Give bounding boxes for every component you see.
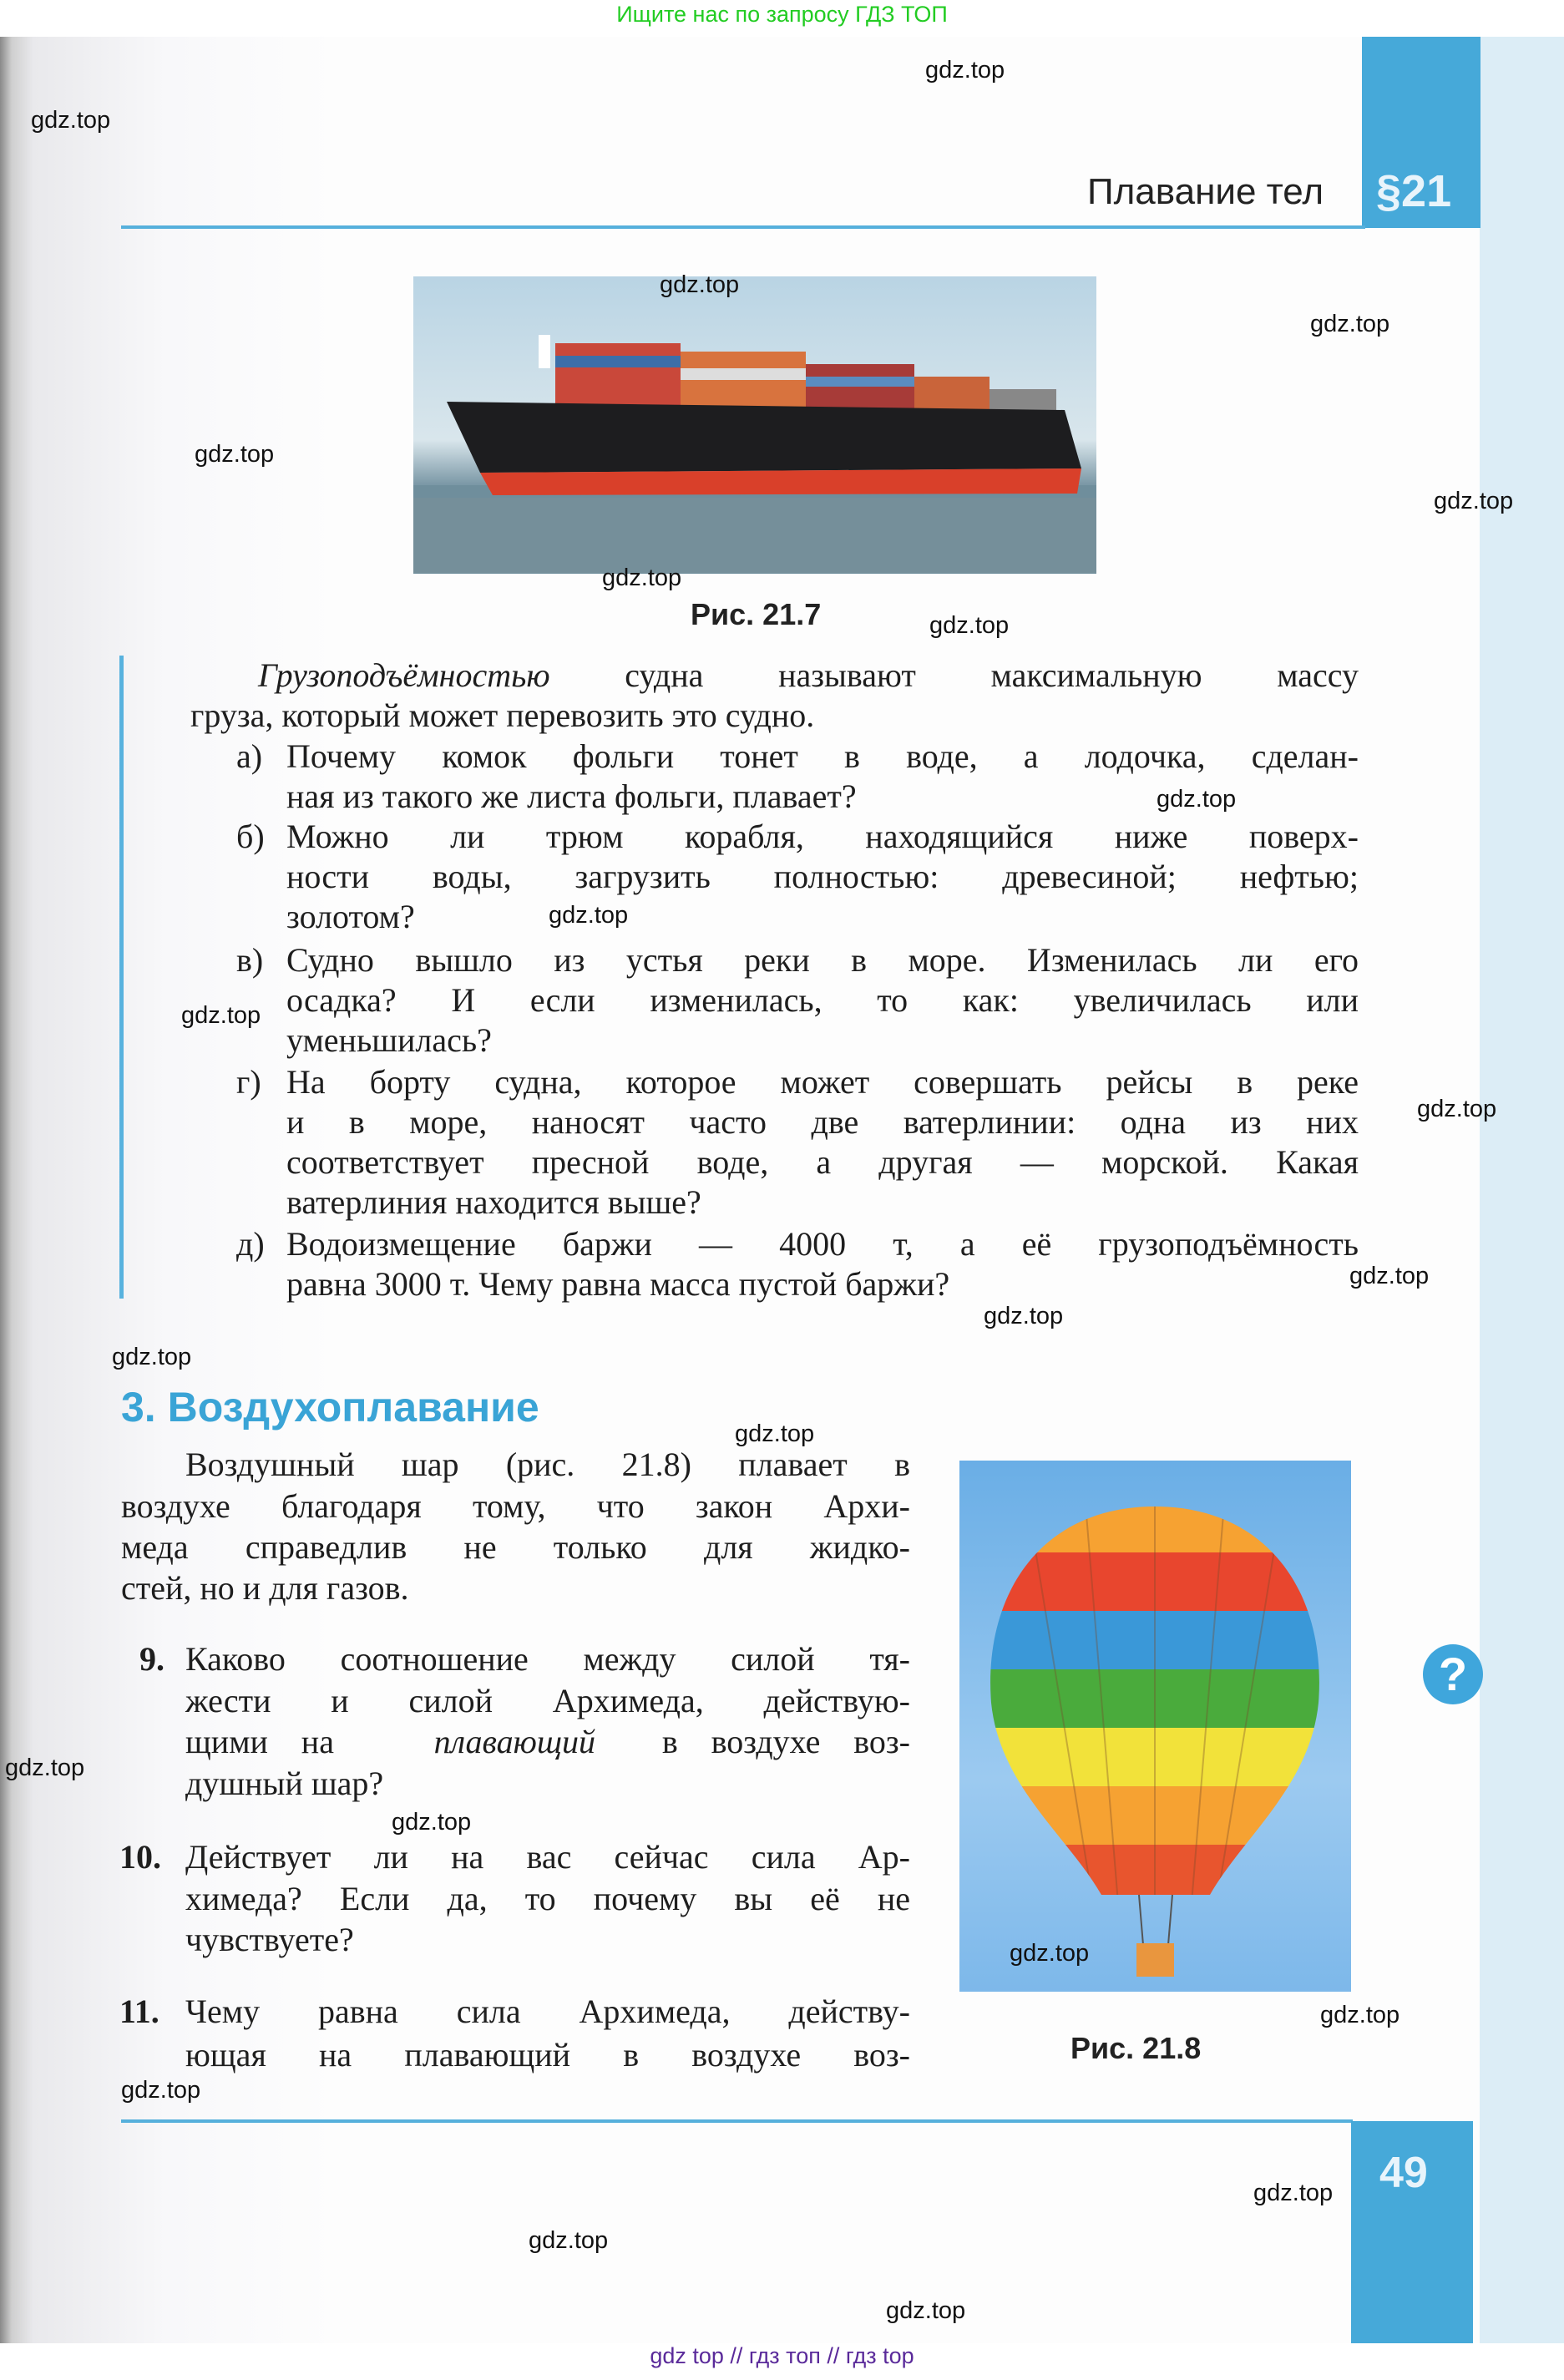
watermark: gdz.top — [31, 107, 111, 134]
watermark: gdz.top — [1310, 311, 1390, 337]
item-line: золотом? — [286, 898, 415, 935]
page-edge-strip — [1480, 37, 1564, 2343]
para-line: Воздушный шар (рис. 21.8) плавает в — [185, 1446, 910, 1483]
ship-caption: Рис. 21.7 — [691, 597, 822, 631]
question-number: 10. — [119, 1838, 161, 1876]
question-number: 11. — [119, 1993, 159, 2030]
item-label: д) — [236, 1225, 265, 1263]
watermark: gdz.top — [925, 57, 1005, 84]
question-line: химеда? Если да, то почему вы её не — [185, 1880, 910, 1917]
item-label: г) — [236, 1063, 261, 1101]
watermark: gdz.top — [929, 612, 1010, 639]
item-line: ная из такого же листа фольги, плавает? — [286, 777, 857, 815]
question-line: Чему равна сила Архимеда, действу- — [185, 1993, 910, 2030]
section-heading: 3. Воздухоплавание — [121, 1384, 539, 1431]
item-line: ватерлиния находится выше? — [286, 1183, 701, 1221]
para-line: воздухе благодаря тому, что закон Архи- — [121, 1487, 910, 1525]
infobox-intro-line — [258, 656, 1359, 696]
bottom-banner: gdz top // гдз топ // гдз top — [650, 2343, 914, 2368]
question-line: чувствуете? — [185, 1921, 354, 1958]
infobox-border — [119, 656, 124, 1299]
balloon-caption: Рис. 21.8 — [1071, 2031, 1202, 2065]
term: Грузоподъёмностью — [258, 656, 550, 694]
question-line: ющая на плавающий в воздухе воз- — [185, 2036, 910, 2074]
para-line: меда справедлив не только для жидко- — [121, 1528, 910, 1566]
ship-image — [413, 276, 1096, 574]
item-line: равна 3000 т. Чему равна масса пустой баржи? — [286, 1265, 950, 1303]
intro-text: судна называют максимальную массу — [549, 656, 1359, 694]
item-line: Водоизмещение баржи — 4000 т, а её грузоподъёмность — [286, 1225, 1359, 1263]
watermark: gdz.top — [1010, 1940, 1090, 1967]
para-line: стей, но и для газов. — [121, 1569, 409, 1607]
question-line: душный шар? — [185, 1765, 384, 1802]
item-label: а) — [236, 737, 263, 775]
item-line: ности воды, загрузить полностью: древесиной; нефтью; — [286, 858, 1359, 895]
item-line: Почему комок фольги тонет в воде, а лодочка, сделан- — [286, 737, 1359, 775]
watermark: gdz.top — [1157, 786, 1237, 813]
header-rule — [121, 225, 1365, 229]
question-number: 9. — [139, 1640, 164, 1678]
item-line: Можно ли трюм корабля, находящийся ниже поверх- — [286, 818, 1359, 855]
q-text: в воздухе воз- — [661, 1723, 910, 1760]
watermark: gdz.top — [602, 565, 682, 591]
footer-rule — [121, 2119, 1353, 2123]
item-label: б) — [236, 818, 265, 855]
infobox-intro-line: груза, который может перевозить это судно. — [190, 696, 815, 734]
item-line: соответствует пресной воде, а другая — морской. Какая — [286, 1143, 1359, 1181]
chapter-title: Плавание тел — [1086, 171, 1324, 212]
watermark: gdz.top — [660, 271, 740, 298]
watermark: gdz.top — [392, 1809, 472, 1836]
watermark: gdz.top — [195, 441, 275, 468]
question-mark-icon: ? — [1423, 1644, 1483, 1704]
watermark: gdz.top — [1434, 488, 1514, 514]
question-line: Каково соотношение между силой тя- — [185, 1640, 910, 1678]
watermark: gdz.top — [1320, 2002, 1400, 2028]
item-line: осадка? И если изменилась, то как: увеличилась или — [286, 981, 1359, 1019]
item-label: в) — [236, 941, 264, 979]
q-text: щими на — [185, 1723, 367, 1760]
watermark: gdz.top — [1417, 1096, 1497, 1122]
question-line — [185, 1722, 910, 1762]
item-line: и в море, наносят часто две ватерлинии: одна из них — [286, 1103, 1359, 1141]
section-number: §21 — [1376, 166, 1452, 216]
item-line: Судно вышло из устья реки в море. Изменилась ли его — [286, 941, 1359, 979]
watermark: gdz.top — [984, 1303, 1064, 1329]
watermark: gdz.top — [181, 1002, 261, 1029]
top-banner: Ищите нас по запросу ГДЗ ТОП — [616, 2, 948, 27]
watermark: gdz.top — [121, 2077, 201, 2104]
watermark: gdz.top — [886, 2297, 966, 2324]
watermark: gdz.top — [1253, 2180, 1334, 2206]
question-line: Действует ли на вас сейчас сила Ар- — [185, 1838, 910, 1876]
item-line: На борту судна, которое может совершать рейсы в реке — [286, 1063, 1359, 1101]
watermark: gdz.top — [5, 1755, 85, 1781]
watermark: gdz.top — [549, 902, 629, 929]
watermark: gdz.top — [1349, 1263, 1430, 1289]
balloon-image — [959, 1461, 1351, 1992]
watermark: gdz.top — [529, 2227, 609, 2254]
q-italic: плавающий — [433, 1723, 596, 1760]
page-number: 49 — [1379, 2149, 1428, 2197]
watermark: gdz.top — [735, 1420, 815, 1447]
question-line: жести и силой Архимеда, действую- — [185, 1682, 910, 1719]
item-line: уменьшилась? — [286, 1021, 492, 1059]
watermark: gdz.top — [112, 1344, 192, 1370]
